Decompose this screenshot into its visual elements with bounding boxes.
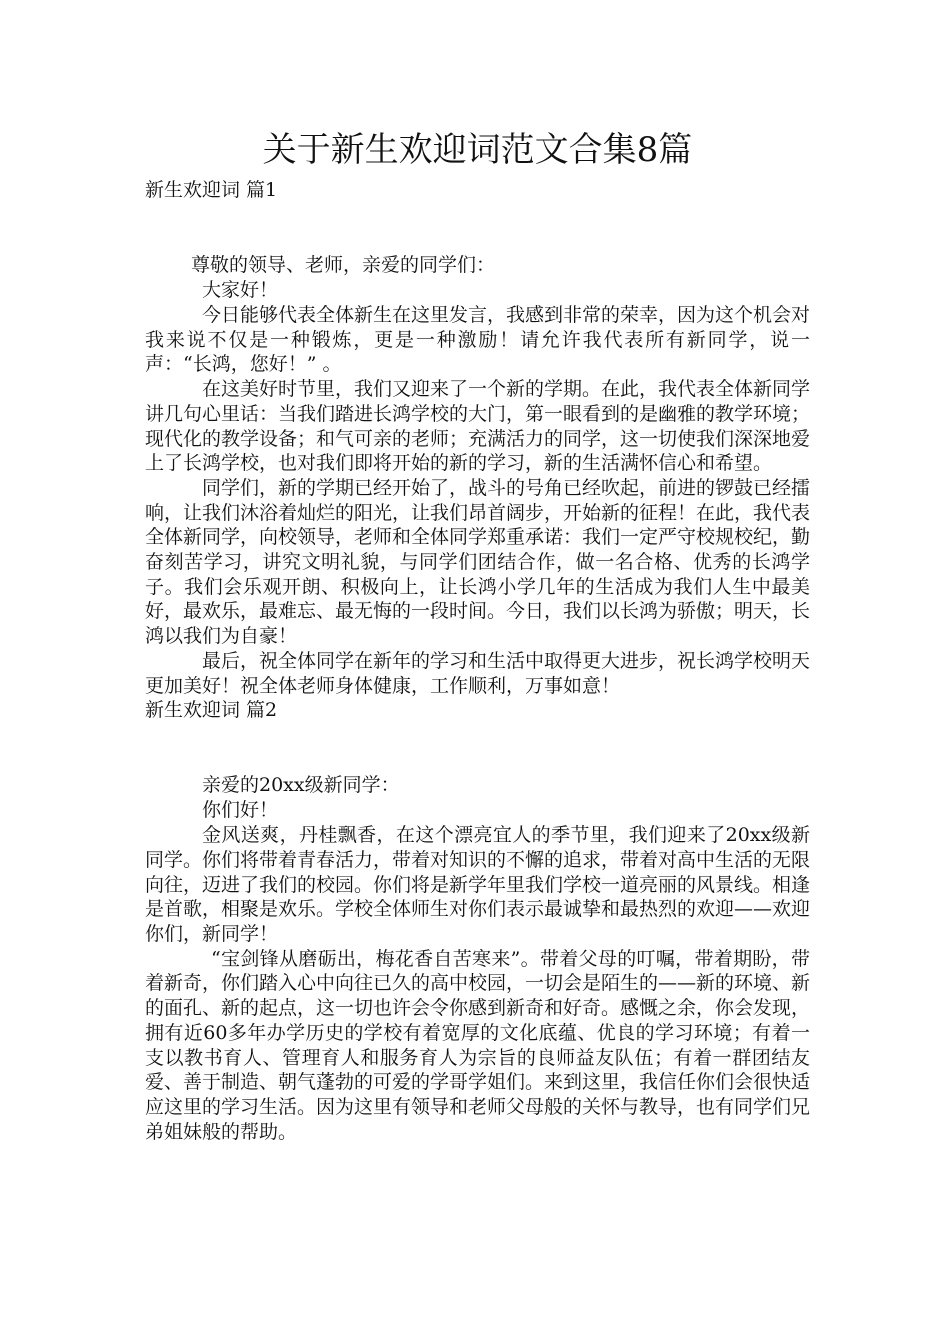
section-heading: 新生欢迎词 篇1 (145, 179, 278, 201)
paragraph: 今日能够代表全体新生在这里发言，我感到非常的荣幸，因为这个机会对我来说不仅是一种锻炼，更是一种激励！请允许我代表所有新同学，说一声：“长鸿，您好！” 。 (145, 304, 811, 376)
paragraph: 同学们，新的学期已经开始了，战斗的号角已经吹起，前进的锣鼓已经擂响，让我们沐浴着灿烂的阳光，让我们昂首阔步，开始新的征程！在此，我代表全体新同学，向校领导，老师和全体同学郑重承诺：我们一定严守校规校纪，勤奋刻苦学习，讲究文明礼貌，与同学们团结合作，做一名合格、优秀的长鸿学子。我们会乐观开朗、积极向上，让长鸿小学几年的生活成为我们人生中最美好，最欢乐，最难忘、最无悔的一段时间。今日，我们以长鸿为骄傲；明天，长鸿以我们为自豪！ (145, 476, 811, 648)
salutation: 亲爱的20xx级新同学： (202, 774, 400, 797)
section-heading: 新生欢迎词 篇2 (145, 699, 278, 722)
document-title: 关于新生欢迎词范文合集8篇 (262, 130, 693, 170)
greeting: 你们好！ (202, 799, 279, 822)
document-page (145, 128, 810, 1144)
paragraph: 在这美好时节里，我们又迎来了一个新的学期。在此，我代表全体新同学讲几句心里话：当我们踏进长鸿学校的大门，第一眼看到的是幽雅的教学环境；现代化的教学设备；和气可亲的老师；充满活力的同学，这一切使我们深深地爱上了长鸿学校，也对我们即将开始的新的学习，新的生活满怀信心和希望。 (145, 378, 811, 475)
spacer (145, 203, 810, 253)
paragraph: 最后，祝全体同学在新年的学习和生活中取得更大进步，祝长鸿学校明天更加美好！祝全体老师身体健康，工作顺利，万事如意！ (145, 649, 811, 697)
paragraph: 金风送爽，丹桂飘香，在这个漂亮宜人的季节里，我们迎来了20xx级新同学。你们将带着青春活力，带着对知识的不懈的追求，带着对高中生活的无限向往，迈进了我们的校园。你们将是新学年里我们学校一道亮丽的风景线。相逢是首歌，相聚是欢乐。学校全体师生对你们表示最诚挚和最热烈的欢迎——欢迎你们，新同学！ (145, 824, 811, 946)
paragraph: “宝剑锋从磨砺出，梅花香自苦寒来”。带着父母的叮嘱，带着期盼，带着新奇，你们踏入心中向往已久的高中校园，一切会是陌生的——新的环境、新的面孔、新的起点，这一切也许会令你感到新奇和好奇。感慨之余，你会发现，拥有近60多年办学历史的学校有着宽厚的文化底蕴、优良的学习环境；有着一支以教书育人、管理育人和服务育人为宗旨的良师益友队伍；有着一群团结友爱、善于制造、朝气蓬勃的可爱的学哥学姐们。来到这里，我信任你们会很快适应这里的学习生活。因为这里有领导和老师父母般的关怀与教导，也有同学们兄弟姐妹般的帮助。 (145, 947, 811, 1143)
salutation: 尊敬的领导、老师，亲爱的同学们： (191, 254, 496, 276)
spacer (145, 723, 810, 773)
section-1 (145, 178, 810, 698)
greeting: 大家好！ (202, 279, 279, 301)
section-2 (145, 698, 810, 1144)
